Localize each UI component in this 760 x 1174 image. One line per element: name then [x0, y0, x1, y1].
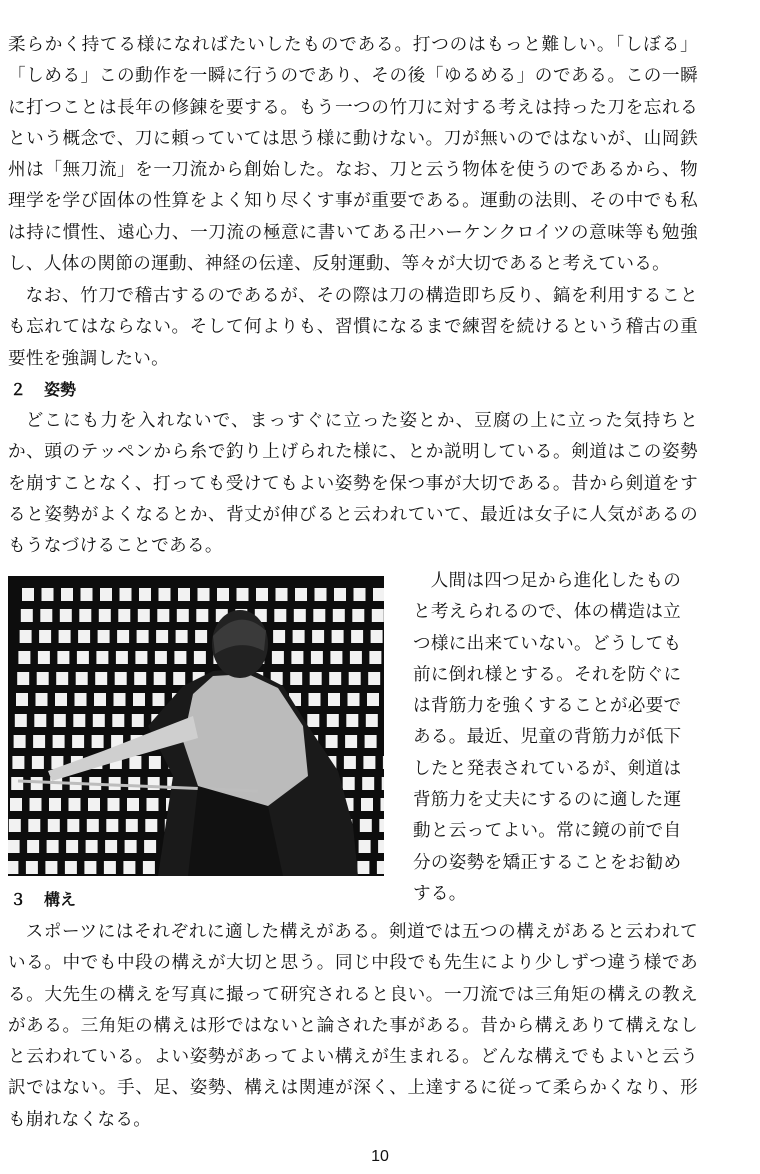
lattice-square	[357, 861, 369, 874]
lattice-square	[57, 651, 69, 664]
lattice-square	[129, 756, 141, 769]
lattice-square	[156, 630, 168, 643]
lattice-square	[351, 630, 363, 643]
lattice-square	[49, 798, 61, 811]
lattice-square	[159, 588, 171, 601]
lattice-square	[327, 714, 339, 727]
lattice-square	[373, 588, 384, 601]
lattice-square	[10, 798, 22, 811]
lattice-square	[312, 630, 324, 643]
lattice-square	[18, 651, 30, 664]
lattice-square	[217, 588, 229, 601]
lattice-square	[37, 672, 49, 685]
lattice-square	[116, 651, 128, 664]
lattice-square	[117, 630, 129, 643]
lattice-square	[256, 588, 268, 601]
lattice-square	[54, 714, 66, 727]
lattice-square	[120, 588, 132, 601]
lattice-square	[92, 735, 104, 748]
lattice-square	[333, 609, 345, 622]
posture-side-text: 人間は四つ足から進化したものと考えられるので、体の構造は立つ様に出来ていない。どうしても前に倒れ様とする。それを防ぐには背筋力を強くすることが必要である。最近、児童の背筋力が低下したと発表されているが、剣道は背筋力を丈夫にするのに適した運動と云ってよい。常に鏡の前で自分の姿勢を矯正することをお勧めする。	[413, 571, 682, 904]
section-title: 構え	[44, 890, 77, 909]
lattice-square	[115, 672, 127, 685]
lattice-square	[8, 840, 20, 853]
lattice-square	[96, 651, 108, 664]
lattice-square	[75, 693, 87, 706]
photo-illustration	[8, 576, 384, 876]
lattice-square	[99, 609, 111, 622]
lattice-square	[326, 735, 338, 748]
lattice-square	[272, 651, 284, 664]
lattice-square	[381, 798, 385, 811]
section-number: ３	[10, 890, 27, 909]
lattice-square	[9, 819, 21, 832]
lattice-square	[112, 714, 124, 727]
lattice-square	[93, 714, 105, 727]
lattice-square	[69, 798, 81, 811]
lattice-square	[73, 714, 85, 727]
lattice-square	[36, 693, 48, 706]
lattice-square	[143, 861, 155, 874]
lattice-square	[178, 588, 190, 601]
lattice-square	[14, 735, 26, 748]
lattice-square	[65, 861, 77, 874]
lattice-square	[78, 630, 90, 643]
lattice-square	[31, 777, 43, 790]
lattice-square	[67, 819, 79, 832]
lattice-square	[328, 693, 340, 706]
lattice-square	[315, 588, 327, 601]
lattice-square	[94, 693, 106, 706]
lattice-square	[329, 672, 341, 685]
lattice-square	[28, 819, 40, 832]
lattice-square	[100, 588, 112, 601]
lattice-square	[79, 609, 91, 622]
lattice-square	[311, 651, 323, 664]
stance-paragraph: スポーツにはそれぞれに適した構えがある。剣道では五つの構えがあると云われている。中でも中段の構えが大切と思う。同じ中段でも先生により少しずつ違う様である。大先生の構えを写真に撮って研究されると良い。一刀流では三角矩の構えの教えがある。三角矩の構えは形ではないと論された事がある。昔から構えありて構えなしと云われている。よい姿勢があってよい構えが生まれる。どんな構えでもよいと云う訳ではない。手、足、姿勢、構えは関連が深く、上達するに従って柔らかくなり、形も崩れなくなる。	[8, 922, 698, 1130]
lattice-square	[348, 693, 360, 706]
lattice-square	[360, 819, 372, 832]
lattice-square	[371, 630, 383, 643]
lattice-square	[174, 651, 186, 664]
lattice-square	[17, 672, 29, 685]
lattice-square	[198, 588, 210, 601]
lattice-square	[155, 651, 167, 664]
lattice-square	[48, 819, 60, 832]
lattice-square	[378, 840, 384, 853]
lattice-square	[291, 651, 303, 664]
lattice-square	[345, 735, 357, 748]
lattice-square	[153, 693, 165, 706]
lattice-square	[354, 588, 366, 601]
lattice-square	[61, 588, 73, 601]
lattice-square	[84, 861, 96, 874]
lattice-square	[343, 777, 355, 790]
lattice-square	[330, 651, 342, 664]
lattice-square	[372, 609, 384, 622]
lattice-square	[60, 609, 72, 622]
lattice-square	[134, 672, 146, 685]
lattice-square	[176, 630, 188, 643]
lattice-square	[294, 609, 306, 622]
lattice-square	[362, 777, 374, 790]
lattice-square	[293, 630, 305, 643]
lattice-square	[72, 735, 84, 748]
lattice-square	[135, 651, 147, 664]
lattice-square	[309, 693, 321, 706]
lattice-square	[128, 777, 140, 790]
lattice-square	[352, 609, 364, 622]
lattice-square	[55, 693, 67, 706]
lattice-square	[132, 714, 144, 727]
lattice-square	[34, 714, 46, 727]
lattice-square	[157, 609, 169, 622]
section-number: ２	[10, 380, 27, 399]
lattice-square	[42, 588, 54, 601]
lattice-square	[32, 756, 44, 769]
lattice-square	[87, 819, 99, 832]
intro-paragraph-2: なお、竹刀で稽古するのであるが、その際は刀の構造即ち反り、鎬を利用することも忘れてはならない。そして何よりも、習慣になるまで練習を続けるという稽古の重要性を強調したい。	[8, 286, 698, 369]
lattice-square	[104, 861, 116, 874]
lattice-square	[173, 672, 185, 685]
lattice-square	[20, 630, 32, 643]
lattice-square	[273, 630, 285, 643]
lattice-square	[56, 672, 68, 685]
lattice-square	[366, 714, 378, 727]
lattice-square	[346, 714, 358, 727]
lattice-square	[367, 693, 379, 706]
lattice-square	[39, 630, 51, 643]
lattice-square	[307, 714, 319, 727]
lattice-square	[30, 798, 42, 811]
lattice-square	[361, 798, 373, 811]
lattice-square	[138, 609, 150, 622]
lattice-square	[194, 651, 206, 664]
lattice-square	[126, 819, 138, 832]
lattice-square	[147, 798, 159, 811]
lattice-square	[127, 798, 139, 811]
lattice-square	[368, 672, 380, 685]
lattice-square	[137, 630, 149, 643]
lattice-square	[118, 609, 130, 622]
lattice-square	[59, 630, 71, 643]
lattice-square	[22, 588, 34, 601]
lattice-square	[369, 651, 381, 664]
lattice-square	[133, 693, 145, 706]
lattice-square	[114, 693, 126, 706]
lattice-square	[363, 756, 375, 769]
lattice-square	[77, 651, 89, 664]
lattice-square	[105, 840, 117, 853]
page-number: 10	[371, 1148, 389, 1165]
lattice-square	[95, 672, 107, 685]
lattice-square	[365, 735, 377, 748]
section-title: 姿勢	[44, 380, 77, 399]
lattice-square	[154, 672, 166, 685]
lattice-square	[350, 651, 362, 664]
lattice-square	[106, 819, 118, 832]
lattice-square	[379, 819, 384, 832]
lattice-square	[27, 840, 39, 853]
lattice-square	[21, 609, 33, 622]
lattice-square	[139, 588, 151, 601]
lattice-square	[76, 672, 88, 685]
lattice-square	[86, 840, 98, 853]
lattice-square	[66, 840, 78, 853]
lattice-square	[47, 840, 59, 853]
lattice-square	[177, 609, 189, 622]
lattice-square	[15, 714, 27, 727]
lattice-square	[16, 693, 28, 706]
section-heading-stance	[10, 888, 76, 912]
section-heading-posture	[10, 378, 76, 402]
lattice-square	[334, 588, 346, 601]
lattice-square	[313, 609, 325, 622]
lattice-square	[145, 819, 157, 832]
lattice-square	[108, 798, 120, 811]
lattice-square	[11, 777, 23, 790]
lattice-square	[123, 861, 135, 874]
lattice-square	[383, 756, 384, 769]
lattice-square	[295, 588, 307, 601]
lattice-square	[98, 630, 110, 643]
lattice-square	[274, 609, 286, 622]
lattice-square	[38, 651, 50, 664]
lattice-square	[382, 777, 384, 790]
lattice-square	[12, 756, 24, 769]
lattice-square	[26, 861, 38, 874]
posture-paragraph: どこにも力を入れないで、まっすぐに立った姿とか、豆腐の上に立った気持ちとか、頭のテッペンから糸で釣り上げられた様に、とか説明している。剣道はこの姿勢を崩すことなく、打っても受けてもよい姿勢を保つ事が大切である。昔から剣道をすると姿勢がよくなるとか、背丈が伸びると云われていて、最近は女子に人気があるのもうなづけることである。	[8, 411, 698, 557]
lattice-square	[8, 861, 18, 874]
lattice-square	[237, 588, 249, 601]
kendo-practitioner-photo	[8, 576, 384, 876]
lattice-square	[149, 756, 161, 769]
lattice-square	[81, 588, 93, 601]
lattice-square	[290, 672, 302, 685]
lattice-square	[310, 672, 322, 685]
lattice-square	[33, 735, 45, 748]
intro-paragraph-1: 柔らかく持てる様になればたいしたものである。打つのはもっと難しい。「しぼる」「しめる」この動作を一瞬に行うのであり、その後「ゆるめる」のである。この一瞬に打つことは長年の修錬を要する。もう一つの竹刀に対する考えは持った刀を忘れるという概念で、刀に頼っていては思う様に動けない。刀が無いのではないが、山岡鉄州は「無刀流」を一刀流から創始した。なお、刀と云う物体を使うのであるから、物理学を学び固体の性算をよく知り尽くす事が重要である。運動の法則、その中でも私は持に慣性、遠心力、一刀流の極意に書いてある卍ハーケンクロイツの意味等も勉強し、人体の関節の運動、神経の伝達、反射運動、等々が大切であると考えている。	[8, 35, 698, 275]
lattice-square	[344, 756, 356, 769]
lattice-square	[349, 672, 361, 685]
lattice-square	[196, 609, 208, 622]
lattice-square	[377, 861, 384, 874]
lattice-square	[125, 840, 137, 853]
lattice-square	[88, 798, 100, 811]
lattice-square	[40, 609, 52, 622]
lattice-square	[53, 735, 65, 748]
lattice-square	[276, 588, 288, 601]
lattice-square	[332, 630, 344, 643]
lattice-square	[144, 840, 156, 853]
lattice-square	[359, 840, 371, 853]
lattice-square	[195, 630, 207, 643]
lattice-square	[45, 861, 57, 874]
